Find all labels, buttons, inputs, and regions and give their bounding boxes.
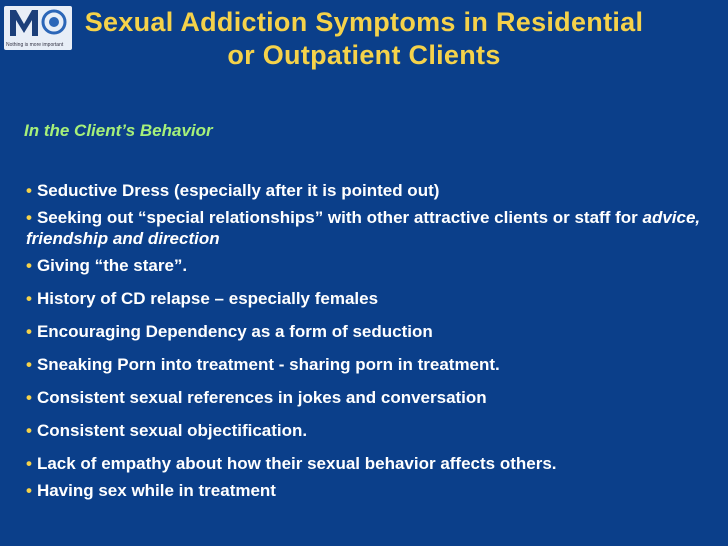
- bullet-dot-icon: •: [26, 208, 32, 227]
- bullet-item: [26, 480, 716, 501]
- bullet-item: [26, 180, 716, 201]
- slide-title: [0, 6, 728, 72]
- bullet-item: [26, 420, 716, 441]
- bullet-emphasis: advice, friendship and direction: [26, 208, 701, 248]
- bullet-text: History of CD relapse – especially females: [36, 289, 379, 308]
- bullet-dot-icon: •: [26, 181, 32, 200]
- bullet-list: [26, 180, 716, 513]
- logo-text: Nothing is more important: [6, 42, 64, 48]
- bullet-item: [26, 387, 716, 408]
- bullet-dot-icon: •: [26, 355, 32, 374]
- slide-title-line-2: or Outpatient Clients: [227, 40, 501, 70]
- bullet-item: [26, 207, 716, 249]
- bullet-item: [26, 321, 716, 342]
- bullet-text: Having sex while in treatment: [36, 481, 276, 500]
- bullet-dot-icon: •: [26, 454, 32, 473]
- bullet-text: Giving “the stare”.: [36, 256, 188, 275]
- bullet-text: Seeking out “special relationships” with other attractive clients or staff for: [36, 208, 643, 227]
- bullet-text: Encouraging Dependency as a form of seduction: [36, 322, 433, 341]
- bullet-text: Consistent sexual objectification.: [36, 421, 308, 440]
- bullet-text: Consistent sexual references in jokes and conversation: [36, 388, 487, 407]
- bullet-dot-icon: •: [26, 481, 32, 500]
- bullet-item: [26, 354, 716, 375]
- section-subheading: In the Client’s Behavior: [24, 121, 213, 140]
- bullet-text: Sneaking Porn into treatment - sharing porn in treatment.: [36, 355, 500, 374]
- bullet-item: [26, 288, 716, 309]
- bullet-text: Lack of empathy about how their sexual behavior affects others.: [36, 454, 557, 473]
- bullet-dot-icon: •: [26, 256, 32, 275]
- bullet-text: Seductive Dress (especially after it is pointed out): [36, 181, 440, 200]
- slide-title-line-1: Sexual Addiction Symptoms in Residential: [84, 7, 644, 37]
- bullet-dot-icon: •: [26, 289, 32, 308]
- bullet-item: [26, 255, 716, 276]
- bullet-item: [26, 453, 716, 474]
- bullet-dot-icon: •: [26, 388, 32, 407]
- bullet-dot-icon: •: [26, 421, 32, 440]
- bullet-dot-icon: •: [26, 322, 32, 341]
